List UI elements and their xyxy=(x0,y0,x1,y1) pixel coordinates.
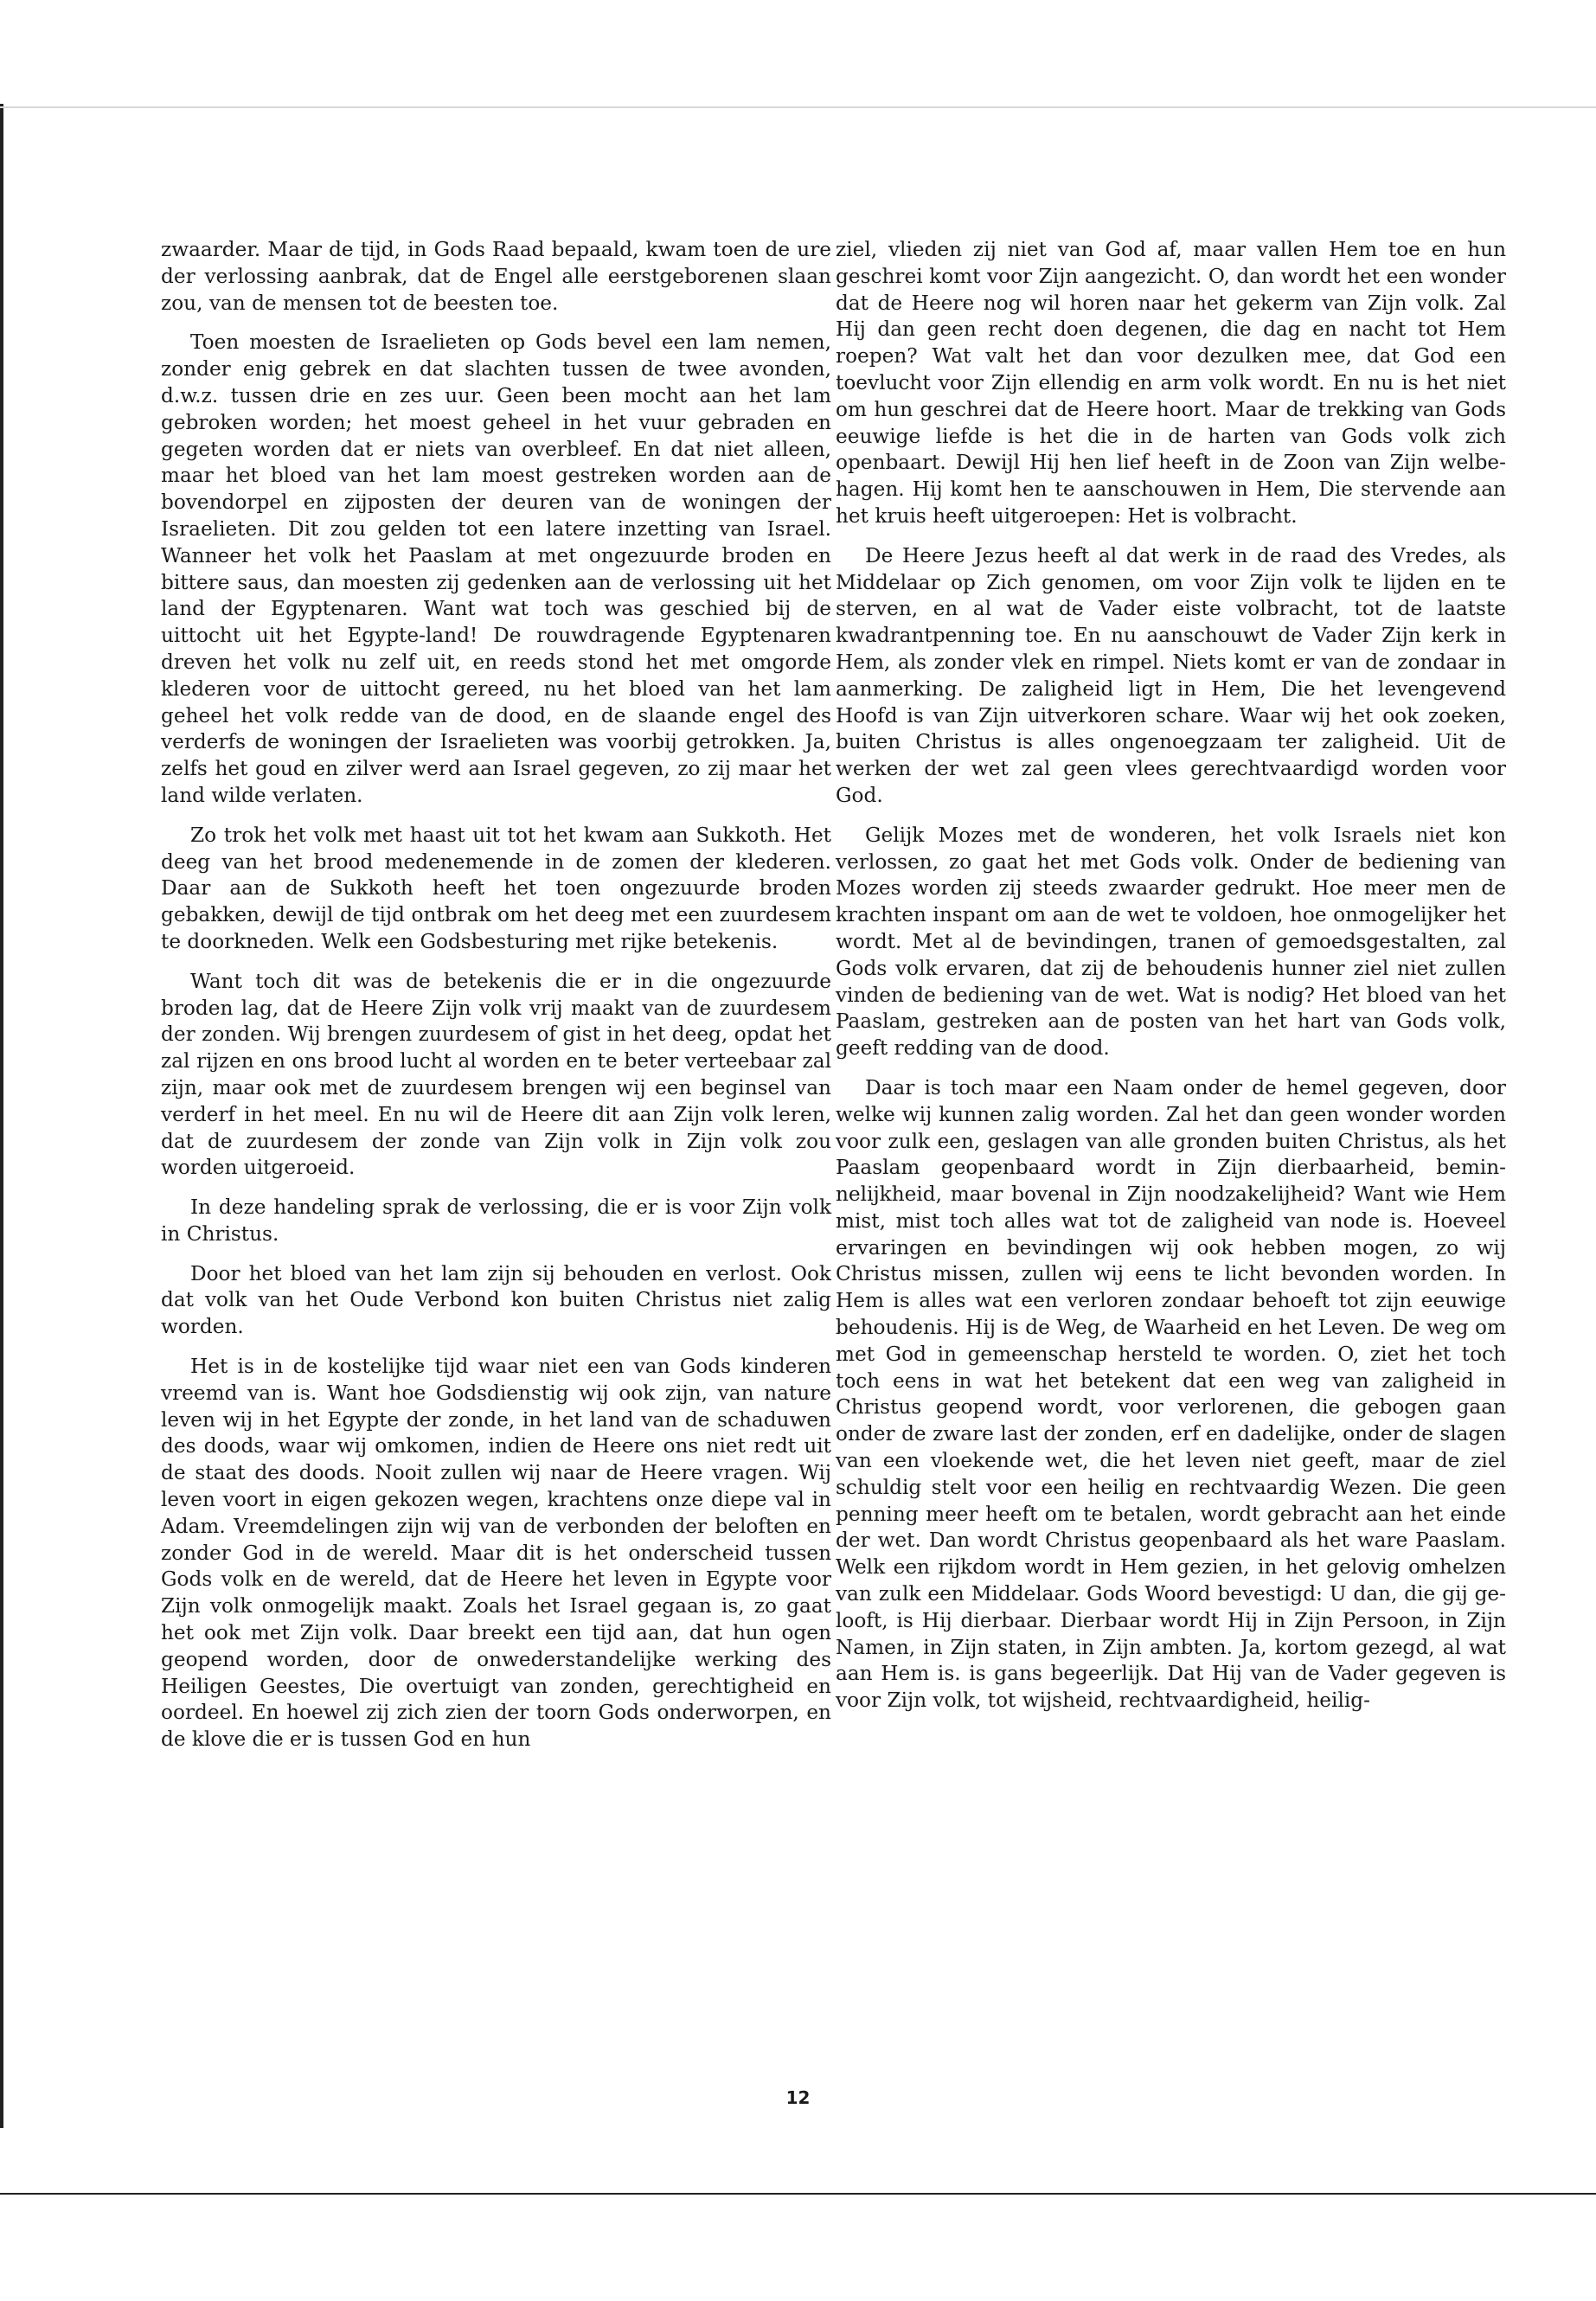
paragraph: Toen moesten de Israelieten op Gods bevel een lam nemen, zonder enig gebrek en dat slachten tussen de twee avonden, d.w.z. tussen drie en zes uur. Geen been mocht aan het lam gebroken worden; het moest geheel in het vuur gebraden en gegeten worden dat er niets van overbleef. En dat niet alleen, maar het bloed van het lam moest gestreken worden aan de bovendorpel en zijposten der deuren van de woningen der Israelieten. Dit zou gelden tot een latere inzetting van Israel. Wanneer het volk het Paaslam at met ongezuurde broden en bittere saus, dan moesten zij gedenken aan de verlossing uit het land der Egyptenaren. Want wat toch was geschied bij de uittocht uit het Egypte-land! De rouwdragende Egyptenaren dreven het volk nu zelf uit, en reeds stond het met omgorde klederen voor de uittocht gereed, nu het bloed van het lam geheel het volk redde van de dood, en de slaande engel des verderfs de woningen der Israelieten was voorbij getrokken. Ja, zelfs het goud en zilver werd aan Israel gegeven, zo zij maar het land wilde verlaten. xyxy=(161,330,831,807)
top-scan-line xyxy=(0,106,1596,108)
paragraph: De Heere Jezus heeft al dat werk in de raad des Vredes, als Middelaar op Zich genomen, om voor Zijn volk te lijden en te sterven, en al wat de Vader eiste volbracht, tot de laatste kwadrantpenning toe. En nu aanschouwt de Vader Zijn kerk in Hem, als zonder vlek en rimpel. Niets komt er van de zondaar in aanmerking. De zaligheid ligt in Hem, Die het levengevend Hoofd is van Zijn uitverkoren schare. Waar wij het ook zoeken, buiten Christus is alles ongenoegzaam ter zaligheid. Uit de werken der wet zal geen vlees gerechtvaardigd worden voor God. xyxy=(836,543,1506,807)
page-left-edge xyxy=(0,104,3,2128)
bottom-rule xyxy=(0,2193,1596,2195)
paragraph: Het is in de kostelijke tijd waar niet een van Gods kinderen vreemd van is. Want hoe Godsdienstig wij ook zijn, van nature leven wij in het Egypte der zonde, in het land van de schaduwen des doods, waar wij omkomen, indien de Heere ons niet redt uit de staat des doods. Nooit zullen wij naar de Heere vragen. Wij leven voort in eigen gekozen wegen, krachtens onze diepe val in Adam. Vreemdelingen zijn wij van de verbonden der beloften en zonder God in de wereld. Maar dit is het onderscheid tussen Gods volk en de wereld, dat de Heere het leven in Egypte voor Zijn volk onmogelijk maakt. Zoals het Israel gegaan is, zo gaat het ook met Zijn volk. Daar breekt een tijd aan, dat hun ogen geopend worden, door de onwederstandelijke werking des Heiligen Geestes, Die overtuigt van zonden, gerechtigheid en oordeel. En hoewel zij zich zien der toorn Gods onderworpen, en de klove die er is tussen God en hun xyxy=(161,1355,831,1752)
right-column xyxy=(836,237,1506,1727)
paragraph: Gelijk Mozes met de wonderen, het volk Israels niet kon verlossen, zo gaat het met Gods volk. Onder de bediening van Mozes worden zij steeds zwaarder gedrukt. Hoe meer men de krachten inspant om aan de wet te voldoen, hoe onmogelijker het wordt. Met al de bevindingen, tranen of gemoedsgestalten, zal Gods volk ervaren, dat zij de behoudenis hunner ziel niet zullen vinden de bediening van de wet. Wat is nodig? Het bloed van het Paaslam, gestreken aan de posten van het hart van Gods volk, geeft redding van de dood. xyxy=(836,823,1506,1061)
paragraph: Daar is toch maar een Naam onder de hemel gegeven, door welke wij kunnen zalig worden. Zal het dan geen wonder worden voor zulk een, geslagen van alle gronden buiten Christus, als het Paaslam geopenbaard wordt in Zijn dierbaarheid, beminnelijkheid, maar bovenal in Zijn noodzakelijheid? Want wie Hem mist, mist toch alles wat tot de zaligheid van node is. Hoeveel ervaringen en bevindingen wij ook hebben mogen, zo wij Christus missen, zullen wij eens te licht bevonden worden. In Hem is alles wat een verloren zondaar behoeft tot zijn eeuwige behoudenis. Hij is de Weg, de Waarheid en het Leven. De weg om met God in gemeenschap hersteld te worden. O, ziet het toch toch eens in wat het betekent dat een weg van zaligheid in Christus geopend wordt, voor verlorenen, die gebogen gaan onder de zware last der zonden, erf en dadelijke, onder de slagen van een vloekende wet, die het leven niet geeft, maar de ziel schuldig stelt voor een heilig en rechtvaardig Wezen. Die geen penning meer heeft om te betalen, wordt gebracht aan het einde der wet. Dan wordt Christus geopenbaard als het ware Paaslam. Welk een rijkdom wordt in Hem gezien, in het gelovig omhelzen van zulk een Middelaar. Gods Woord bevestigd: U dan, die gij gelooft, is Hij dierbaar. Dierbaar wordt Hij in Zijn Persoon, in Zijn Namen, in Zijn staten, in Zijn ambten. Ja, kortom gezegd, al wat aan Hem is. is gans begeerlijk. Dat Hij van de Vader gegeven is voor Zijn volk, tot wijsheid, rechtvaardigheid, heilig- xyxy=(836,1075,1506,1713)
page-number: 12 xyxy=(785,2087,811,2108)
paragraph: Zo trok het volk met haast uit tot het kwam aan Sukkoth. Het deeg van het brood medenemende in de zomen der klederen. Daar aan de Sukkoth heeft het toen ongezuurde broden gebakken, dewijl de tijd ontbrak om het deeg met een zuurdesem te doorkneden. Welk een Godsbesturing met rijke betekenis. xyxy=(161,823,831,953)
paragraph: ziel, vlieden zij niet van God af, maar vallen Hem toe en hun geschrei komt voor Zijn aangezicht. O, dan wordt het een wonder dat de Heere nog wil horen naar het gekerm van Zijn volk. Zal Hij dan geen recht doen degenen, die dag en nacht tot Hem roepen? Wat valt het dan voor dezulken mee, dat God een toevlucht voor Zijn ellendig en arm volk wordt. En nu is het niet om hun geschrei dat de Heere hoort. Maar de trekking van Gods eeuwige liefde is het die in de harten van Gods volk zich openbaart. Dewijl Hij hen lief heeft in de Zoon van Zijn welbehagen. Hij komt hen te aanschouwen in Hem, Die stervende aan het kruis heeft uitgeroepen: Het is volbracht. xyxy=(836,238,1506,528)
paragraph: In deze handeling sprak de verlossing, die er is voor Zijn volk in Christus. xyxy=(161,1195,831,1246)
paragraph: Door het bloed van het lam zijn sij behouden en verlost. Ook dat volk van het Oude Verbond kon buiten Christus niet zalig worden. xyxy=(161,1261,831,1339)
paragraph: zwaarder. Maar de tijd, in Gods Raad bepaald, kwam toen de ure der verlossing aanbrak, dat de Engel alle eerstgeborenen slaan zou, van de mensen tot de beesten toe. xyxy=(161,238,831,315)
paragraph: Want toch dit was de betekenis die er in die ongezuurde broden lag, dat de Heere Zijn volk vrij maakt van de zuurdesem der zonden. Wij brengen zuurdesem of gist in het deeg, opdat het zal rijzen en ons brood lucht al worden en te beter verteebaar zal zijn, maar ook met de zuurdesem brengen wij een beginsel van verderf in het meel. En nu wil de Heere dit aan Zijn volk leren, dat de zuurdesem der zonde van Zijn volk in Zijn volk zou worden uitgeroeid. xyxy=(161,969,831,1180)
left-column xyxy=(161,237,831,1766)
